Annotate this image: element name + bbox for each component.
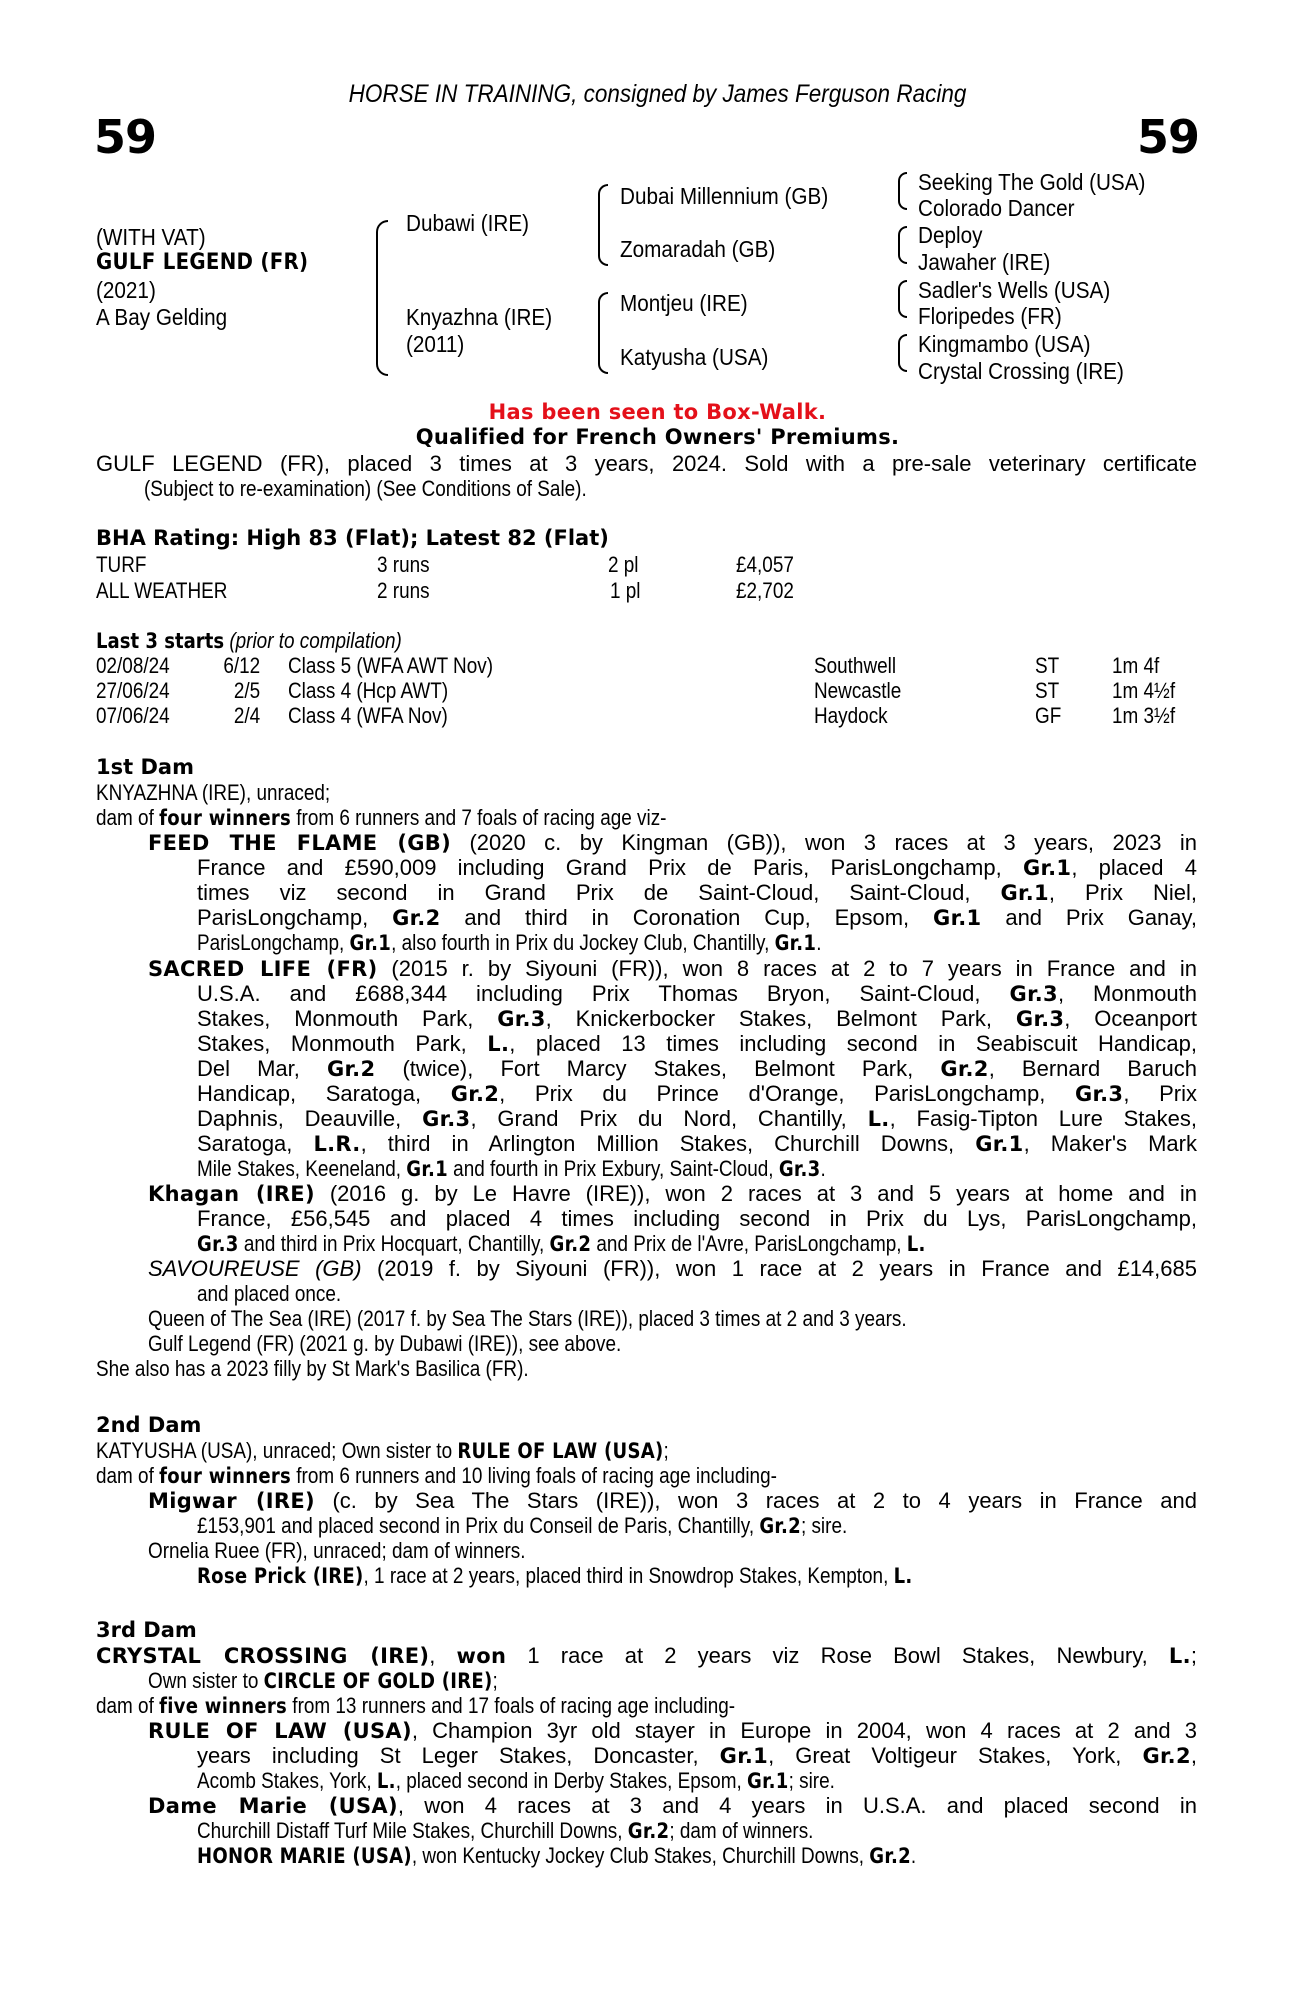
text: (2019 f. by Siyouni (FR)), won 1 race at 2 years in France and £14,685 bbox=[361, 1256, 1197, 1281]
grade: Gr.1 bbox=[774, 931, 817, 955]
progeny-line bbox=[197, 1106, 1197, 1132]
grade: Gr.1 bbox=[349, 931, 392, 955]
text: ; bbox=[492, 1668, 498, 1693]
relative-name: CIRCLE OF GOLD (IRE) bbox=[263, 1669, 493, 1693]
text: , third in Arlington Million Stakes, Churchill Downs, bbox=[360, 1131, 976, 1156]
page-header-title: HORSE IN TRAINING, consigned by James Ferguson Racing bbox=[348, 80, 967, 108]
last-starts-heading bbox=[96, 628, 402, 654]
text: Stakes, Monmouth Park, bbox=[197, 1031, 488, 1056]
rating-prize: £4,057 bbox=[736, 552, 794, 577]
dam-sire: Montjeu (IRE) bbox=[620, 290, 748, 316]
second-dam-line bbox=[96, 1438, 669, 1464]
progeny-line bbox=[197, 1513, 847, 1539]
winners-count: four winners bbox=[159, 806, 292, 830]
text: , also fourth in Prix du Jockey Club, Chantilly, bbox=[391, 930, 775, 955]
start-venue: Southwell bbox=[814, 653, 897, 678]
text: 1 race at 2 years viz Rose Bowl Stakes, Newbury, bbox=[506, 1643, 1169, 1668]
text: Del Mar, bbox=[197, 1056, 327, 1081]
first-dam-line bbox=[96, 805, 666, 831]
text: , Knickerbocker Stakes, Belmont Park, bbox=[545, 1006, 1016, 1031]
text: . bbox=[820, 1156, 826, 1181]
progeny-line bbox=[197, 1006, 1197, 1032]
sire-sire: Dubai Millennium (GB) bbox=[620, 183, 829, 209]
text: , bbox=[1190, 1743, 1197, 1768]
start-going: GF bbox=[1035, 703, 1062, 728]
third-dam-heading: 3rd Dam bbox=[96, 1618, 197, 1642]
grade: Gr.2 bbox=[1142, 1744, 1191, 1768]
text: , Prix Niel, bbox=[1048, 880, 1197, 905]
progeny-line bbox=[197, 1231, 926, 1257]
pedigree-bracket-1 bbox=[376, 220, 388, 376]
progeny-savoureuse bbox=[148, 1256, 1197, 1281]
progeny-line bbox=[197, 1031, 1197, 1057]
gen3-ancestor: Deploy bbox=[918, 222, 983, 248]
winners-count: five winners bbox=[159, 1694, 288, 1718]
grade: Gr.1 bbox=[975, 1132, 1024, 1156]
grade: Gr.1 bbox=[1000, 881, 1049, 905]
text: , won Kentucky Jockey Club Stakes, Churchill Downs, bbox=[411, 1843, 870, 1868]
text: Stakes, Monmouth Park, bbox=[197, 1006, 498, 1031]
grade: Gr.2 bbox=[869, 1844, 911, 1868]
second-dam-line bbox=[96, 1463, 777, 1489]
text: , Oceanport bbox=[1064, 1006, 1198, 1031]
lot-number-left: 59 bbox=[94, 110, 157, 164]
progeny-sacred-life bbox=[148, 956, 1197, 982]
bha-rating-title: BHA Rating: High 83 (Flat); Latest 82 (Flat) bbox=[96, 526, 609, 550]
text: Own sister to bbox=[148, 1668, 264, 1693]
grade: Gr.3 bbox=[422, 1107, 471, 1131]
text: Daphnis, Deauville, bbox=[197, 1106, 423, 1131]
grade: Gr.2 bbox=[326, 1057, 376, 1081]
progeny-khagan bbox=[148, 1181, 1197, 1207]
grade: Gr.1 bbox=[406, 1157, 448, 1181]
horse-year: (2021) bbox=[96, 277, 156, 303]
progeny-line bbox=[197, 1156, 826, 1182]
text: Handicap, Saratoga, bbox=[197, 1081, 451, 1106]
text: . bbox=[910, 1843, 917, 1868]
text: times viz second in Grand Prix de Saint-Cloud, Saint-Cloud, bbox=[197, 880, 1001, 905]
grade: Gr.3 bbox=[1015, 1007, 1065, 1031]
start-date: 02/08/24 bbox=[96, 653, 170, 678]
gen3-ancestor: Seeking The Gold (USA) bbox=[918, 169, 1146, 195]
text: (c. by Sea The Stars (IRE)), won 3 races at 2 to 4 years in France and bbox=[314, 1488, 1197, 1513]
dam-year: (2011) bbox=[406, 331, 465, 357]
text: ; bbox=[663, 1438, 669, 1463]
start-distance: 1m 4½f bbox=[1112, 678, 1176, 703]
start-venue: Haydock bbox=[814, 703, 888, 728]
progeny-name: RULE OF LAW (USA) bbox=[148, 1719, 412, 1743]
progeny-line bbox=[197, 1056, 1197, 1082]
text: (2020 c. by Kingman (GB)), won 3 races at 3 years, 2023 in bbox=[451, 830, 1197, 855]
rating-runs: 3 runs bbox=[377, 552, 430, 577]
grade: Gr.1 bbox=[746, 1769, 789, 1793]
last-starts-title: Last 3 starts bbox=[96, 629, 225, 653]
text: , Bernard Baruch bbox=[988, 1056, 1197, 1081]
relative-name: RULE OF LAW (USA) bbox=[457, 1439, 664, 1463]
progeny-line bbox=[197, 855, 1197, 881]
progeny-line bbox=[197, 1081, 1197, 1107]
grade: L.R. bbox=[313, 1132, 361, 1156]
text: and Prix Ganay, bbox=[981, 905, 1198, 930]
gen3-ancestor: Jawaher (IRE) bbox=[918, 249, 1051, 275]
rating-placed: 1 pl bbox=[610, 578, 641, 603]
dam-dam: Katyusha (USA) bbox=[620, 344, 769, 370]
grade: L. bbox=[893, 1564, 913, 1588]
gen3-ancestor: Crystal Crossing (IRE) bbox=[918, 358, 1124, 384]
grade: L. bbox=[867, 1107, 890, 1131]
rating-runs: 2 runs bbox=[377, 578, 430, 603]
grade: L. bbox=[1168, 1644, 1191, 1668]
text: years including St Leger Stakes, Doncaster, bbox=[197, 1743, 720, 1768]
grade: L. bbox=[487, 1032, 510, 1056]
sire: Dubawi (IRE) bbox=[406, 210, 530, 236]
progeny-name: Dame Marie (USA) bbox=[148, 1794, 398, 1818]
first-dam-filly-note: She also has a 2023 filly by St Mark's Basilica (FR). bbox=[96, 1356, 529, 1381]
text: Saratoga, bbox=[197, 1131, 314, 1156]
dam: Knyazhna (IRE) bbox=[406, 304, 553, 330]
summary-line: GULF LEGEND (FR), placed 3 times at 3 years, 2024. Sold with a pre-sale veterinary certificate bbox=[96, 451, 1197, 476]
gen3-ancestor: Floripedes (FR) bbox=[918, 303, 1062, 329]
text: and Prix de l'Avre, ParisLongchamp, bbox=[591, 1231, 907, 1256]
grade: Gr.2 bbox=[549, 1232, 592, 1256]
gen3-ancestor: Sadler's Wells (USA) bbox=[918, 277, 1111, 303]
progeny-line: France, £56,545 and placed 4 times including second in Prix du Lys, ParisLongchamp, bbox=[197, 1206, 1197, 1231]
text: from 13 runners and 17 foals of racing age including- bbox=[287, 1693, 736, 1718]
first-dam-heading: 1st Dam bbox=[96, 755, 194, 779]
start-venue: Newcastle bbox=[814, 678, 902, 703]
progeny-line bbox=[197, 905, 1197, 931]
grade: Gr.3 bbox=[778, 1157, 821, 1181]
grade: Gr.2 bbox=[627, 1819, 670, 1843]
rating-surface: TURF bbox=[96, 552, 147, 577]
summary-line: (Subject to re-examination) (See Conditions of Sale). bbox=[144, 476, 587, 501]
grade: Gr.2 bbox=[940, 1057, 989, 1081]
dam-name: CRYSTAL CROSSING (IRE) bbox=[96, 1644, 430, 1668]
text: , Prix du Prince d'Orange, ParisLongchamp, bbox=[499, 1081, 1075, 1106]
start-date: 27/06/24 bbox=[96, 678, 170, 703]
horse-description: A Bay Gelding bbox=[96, 304, 228, 330]
text: Mile Stakes, Keeneland, bbox=[197, 1156, 407, 1181]
grade: Gr.3 bbox=[197, 1232, 239, 1256]
grade: L. bbox=[906, 1232, 926, 1256]
text: and third in Coronation Cup, Epsom, bbox=[440, 905, 934, 930]
gen3-ancestor: Kingmambo (USA) bbox=[918, 331, 1091, 357]
text: , 1 race at 2 years, placed third in Snowdrop Stakes, Kempton, bbox=[363, 1563, 894, 1588]
last-starts-subtitle: (prior to compilation) bbox=[229, 628, 402, 653]
start-race: Class 5 (WFA AWT Nov) bbox=[288, 653, 494, 678]
text: ; sire. bbox=[788, 1768, 835, 1793]
sire-dam: Zomaradah (GB) bbox=[620, 236, 776, 262]
progeny-line bbox=[197, 1743, 1197, 1769]
grade: Gr.3 bbox=[497, 1007, 546, 1031]
progeny-name: SAVOUREUSE (GB) bbox=[148, 1256, 362, 1281]
text: ParisLongchamp, bbox=[197, 930, 350, 955]
progeny-rule-of-law bbox=[148, 1718, 1197, 1744]
progeny-migwar bbox=[148, 1488, 1197, 1514]
text: and third in Prix Hocquart, Chantilly, bbox=[238, 1231, 550, 1256]
progeny-name: FEED THE FLAME (GB) bbox=[148, 831, 451, 855]
progeny-name: Khagan (IRE) bbox=[148, 1182, 315, 1206]
progeny-line bbox=[197, 1131, 1197, 1157]
text: , bbox=[429, 1643, 457, 1668]
progeny-name: HONOR MARIE (USA) bbox=[197, 1844, 412, 1868]
text: ParisLongchamp, bbox=[197, 905, 393, 930]
text: ; bbox=[1190, 1643, 1197, 1668]
start-going: ST bbox=[1035, 653, 1060, 678]
text: (twice), Fort Marcy Stakes, Belmont Park, bbox=[375, 1056, 941, 1081]
text: dam of bbox=[96, 1693, 160, 1718]
start-position: 2/5 bbox=[233, 678, 261, 703]
text: France and £590,009 including Grand Prix de Paris, ParisLongchamp, bbox=[197, 855, 1023, 880]
progeny-line: and placed once. bbox=[197, 1281, 342, 1306]
first-dam-line: KNYAZHNA (IRE), unraced; bbox=[96, 780, 331, 805]
text: dam of bbox=[96, 1463, 160, 1488]
rating-placed: 2 pl bbox=[608, 552, 639, 577]
progeny-rose-prick bbox=[197, 1563, 912, 1589]
progeny-honor-marie bbox=[197, 1843, 916, 1869]
text: , placed 13 times including second in Seabiscuit Handicap, bbox=[509, 1031, 1198, 1056]
text: U.S.A. and £688,344 including Prix Thomas Bryon, Saint-Cloud, bbox=[197, 981, 1010, 1006]
pedigree-bracket-2a bbox=[598, 184, 608, 266]
text: and fourth in Prix Exbury, Saint-Cloud, bbox=[447, 1156, 779, 1181]
third-dam-line bbox=[96, 1643, 1197, 1669]
text: (2016 g. by Le Havre (IRE)), won 2 races at 3 and 5 years at home and in bbox=[314, 1181, 1197, 1206]
text: , Fasig-Tipton Lure Stakes, bbox=[889, 1106, 1197, 1131]
progeny-queen-of-the-sea: Queen of The Sea (IRE) (2017 f. by Sea The Stars (IRE)), placed 3 times at 2 and 3 years. bbox=[148, 1306, 907, 1331]
premiums-notice: Qualified for French Owners' Premiums. bbox=[415, 425, 900, 449]
progeny-line bbox=[197, 1818, 813, 1844]
text: . bbox=[816, 930, 822, 955]
text: , Monmouth bbox=[1057, 981, 1197, 1006]
progeny-line bbox=[197, 981, 1197, 1007]
pedigree-bracket-2b bbox=[598, 292, 608, 374]
grade: Gr.1 bbox=[933, 906, 982, 930]
text: , Champion 3yr old stayer in Europe in 2004, won 4 races at 2 and 3 bbox=[411, 1718, 1197, 1743]
progeny-line bbox=[197, 1768, 835, 1794]
progeny-ornelia-ruee: Ornelia Ruee (FR), unraced; dam of winners. bbox=[148, 1538, 526, 1563]
text: , Grand Prix du Nord, Chantilly, bbox=[470, 1106, 868, 1131]
text: ; dam of winners. bbox=[669, 1818, 814, 1843]
grade: L. bbox=[376, 1769, 396, 1793]
start-date: 07/06/24 bbox=[96, 703, 170, 728]
start-going: ST bbox=[1035, 678, 1060, 703]
text: , Maker's Mark bbox=[1023, 1131, 1197, 1156]
start-race: Class 4 (WFA Nov) bbox=[288, 703, 448, 728]
pedigree-bracket-3a bbox=[898, 172, 907, 210]
progeny-name: SACRED LIFE (FR) bbox=[148, 957, 378, 981]
grade: Gr.2 bbox=[759, 1514, 801, 1538]
text: , placed 4 bbox=[1071, 855, 1197, 880]
progeny-feed-the-flame bbox=[148, 830, 1197, 856]
third-dam-line bbox=[96, 1693, 735, 1719]
progeny-name: Migwar (IRE) bbox=[148, 1489, 315, 1513]
grade: Gr.3 bbox=[1074, 1082, 1124, 1106]
pedigree-bracket-3d bbox=[898, 334, 907, 372]
text: Churchill Distaff Turf Mile Stakes, Churchill Downs, bbox=[197, 1818, 628, 1843]
progeny-line bbox=[197, 880, 1197, 906]
grade: Gr.1 bbox=[719, 1744, 769, 1768]
text: , won 4 races at 3 and 4 years in U.S.A. and placed second in bbox=[397, 1793, 1197, 1818]
text: £153,901 and placed second in Prix du Conseil de Paris, Chantilly, bbox=[197, 1513, 760, 1538]
progeny-gulf-legend: Gulf Legend (FR) (2021 g. by Dubawi (IRE)), see above. bbox=[148, 1331, 622, 1356]
gen3-ancestor: Colorado Dancer bbox=[918, 195, 1075, 221]
text: from 6 runners and 10 living foals of racing age including- bbox=[291, 1463, 777, 1488]
start-distance: 1m 4f bbox=[1112, 653, 1160, 678]
text: Acomb Stakes, York, bbox=[197, 1768, 377, 1793]
vat-label: (WITH VAT) bbox=[96, 224, 206, 250]
text: won bbox=[456, 1644, 507, 1668]
grade: Gr.1 bbox=[1022, 856, 1072, 880]
text: , placed second in Derby Stakes, Epsom, bbox=[395, 1768, 747, 1793]
text: ; sire. bbox=[800, 1513, 848, 1538]
start-position: 6/12 bbox=[223, 653, 261, 678]
text: (2015 r. by Siyouni (FR)), won 8 races at 2 to 7 years in France and in bbox=[377, 956, 1197, 981]
grade: Gr.3 bbox=[1009, 982, 1058, 1006]
box-walk-notice: Has been seen to Box-Walk. bbox=[488, 400, 827, 424]
text: dam of bbox=[96, 805, 160, 830]
start-position: 2/4 bbox=[233, 703, 261, 728]
grade: Gr.2 bbox=[450, 1082, 500, 1106]
lot-number-right: 59 bbox=[1136, 110, 1199, 164]
third-dam-line bbox=[148, 1668, 498, 1694]
rating-prize: £2,702 bbox=[736, 578, 794, 603]
start-race: Class 4 (Hcp AWT) bbox=[288, 678, 449, 703]
pedigree-bracket-3b bbox=[898, 226, 907, 264]
progeny-name: Rose Prick (IRE) bbox=[197, 1564, 364, 1588]
progeny-line bbox=[197, 930, 821, 956]
winners-count: four winners bbox=[159, 1464, 292, 1488]
pedigree-bracket-3c bbox=[898, 280, 907, 318]
text: from 6 runners and 7 foals of racing age viz- bbox=[291, 805, 667, 830]
second-dam-heading: 2nd Dam bbox=[96, 1413, 202, 1437]
text: , Prix bbox=[1123, 1081, 1197, 1106]
grade: Gr.2 bbox=[392, 906, 441, 930]
text: , Great Voltigeur Stakes, York, bbox=[768, 1743, 1143, 1768]
rating-surface: ALL WEATHER bbox=[96, 578, 228, 603]
horse-name: GULF LEGEND (FR) bbox=[96, 250, 309, 275]
text: KATYUSHA (USA), unraced; Own sister to bbox=[96, 1438, 458, 1463]
progeny-dame-marie bbox=[148, 1793, 1197, 1819]
start-distance: 1m 3½f bbox=[1112, 703, 1176, 728]
